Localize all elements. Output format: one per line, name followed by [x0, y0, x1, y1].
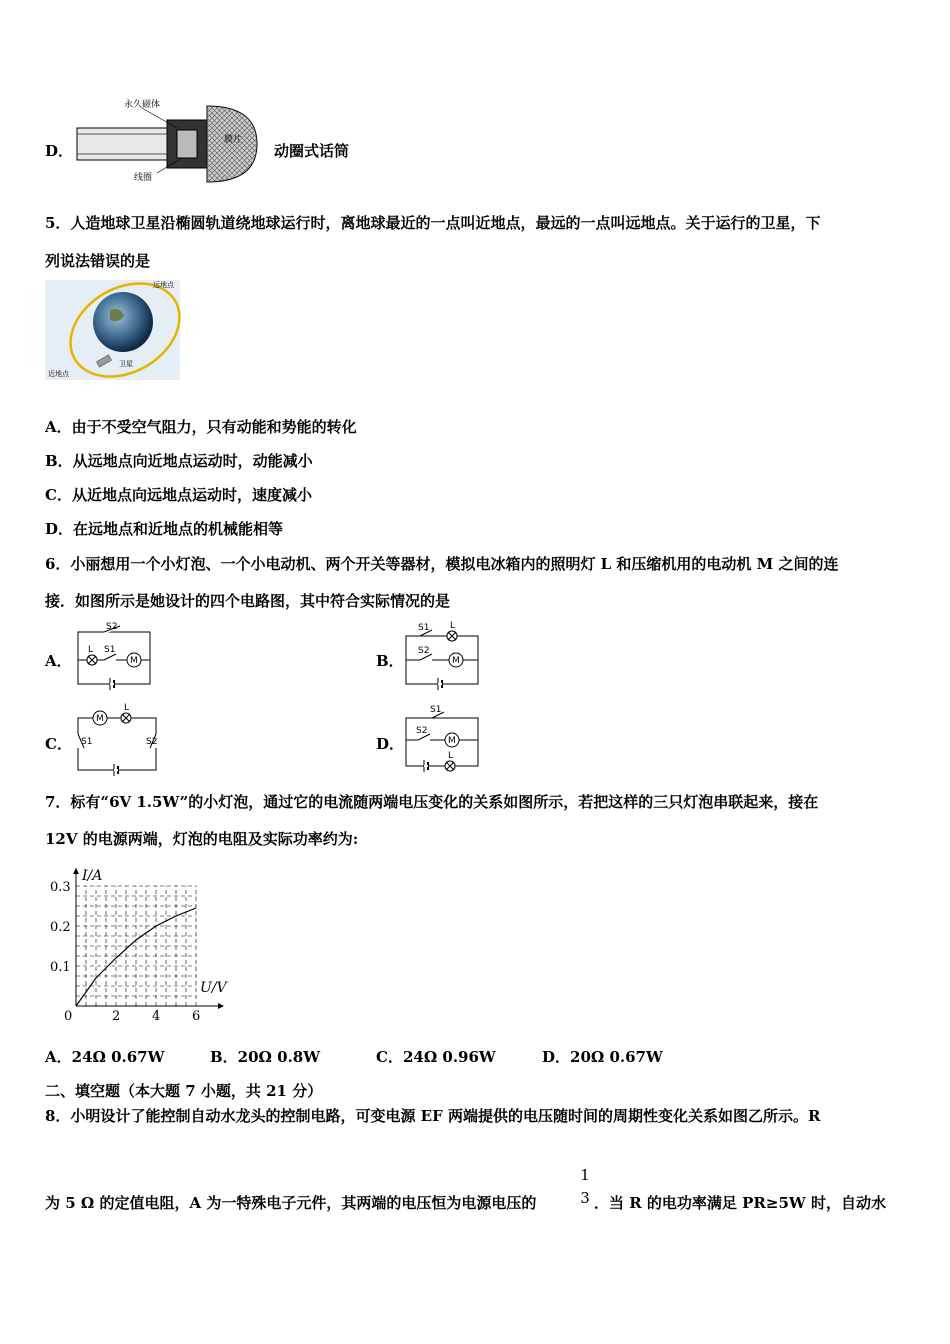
q6-stem-line1: 6．小丽想用一个小灯泡、一个小电动机、两个开关等器材，模拟电冰箱内的照明灯 L 和压缩机用的电动机 M 之间的连 — [45, 555, 839, 573]
q5-stem-line2: 列说法错误的是 — [45, 252, 151, 270]
q8-stem-line2a: 为 5 Ω 的定值电阻，A 为一特殊电子元件，其两端的电压恒为电源电压的 — [45, 1194, 537, 1212]
circuit-d-s2: S2 — [416, 726, 428, 736]
y-tick-label: 0.1 — [50, 960, 71, 975]
mic-label-magnet: 永久磁体 — [124, 100, 161, 110]
circuit-b — [404, 620, 480, 690]
circuit-b-s1: S1 — [418, 623, 430, 633]
circuit-a-motor: M — [130, 656, 138, 666]
q8-stem-line2b: ．当 R 的电功率满足 PR≥5W 时，自动水 — [594, 1194, 886, 1212]
section-heading: 二、填空题（本大题 7 小题，共 21 分） — [45, 1082, 323, 1100]
q7-option-c[interactable]: C．24Ω 0.96W — [376, 1048, 496, 1066]
circuit-d-lamp: L — [448, 751, 454, 761]
q5-option-c[interactable]: C．从近地点向远地点运动时，速度减小 — [45, 486, 312, 504]
circuit-c-motor: M — [96, 714, 104, 724]
orbit-label-perigee: 近地点 — [48, 370, 69, 378]
circuit-c-s1: S1 — [81, 737, 93, 747]
y-axis-label: I/A — [82, 868, 103, 884]
x-axis-arrow — [218, 1003, 224, 1009]
q4-option-d-letter[interactable]: D． — [45, 142, 74, 160]
q4-option-d-text: 动圈式话筒 — [274, 142, 350, 160]
circuit-b-lamp: L — [450, 621, 456, 631]
circuit-a-lamp: L — [88, 645, 94, 655]
q8-fraction-numerator: 1 — [580, 1166, 590, 1184]
satellite-orbit-figure — [45, 280, 180, 380]
q5-option-d[interactable]: D．在远地点和近地点的机械能相等 — [45, 520, 284, 538]
y-tick-label: 0.3 — [50, 880, 71, 895]
q5-stem-line1: 5．人造地球卫星沿椭圆轨道绕地球运行时，离地球最近的一点叫近地点，最远的一点叫远地点。关于运行的卫星，下 — [45, 214, 821, 232]
q6-option-c[interactable]: C． — [45, 735, 72, 753]
q7-option-d[interactable]: D．20Ω 0.67W — [542, 1048, 663, 1066]
q7-stem-line2: 12V 的电源两端，灯泡的电阻及实际功率约为: — [45, 830, 359, 848]
q5-option-a[interactable]: A．由于不受空气阻力，只有动能和势能的转化 — [45, 418, 357, 436]
orbit-label-apogee: 远地点 — [153, 281, 174, 289]
circuit-c-lamp: L — [124, 703, 130, 713]
q6-option-b[interactable]: B． — [376, 652, 404, 670]
x-tick-label: 0 — [64, 1009, 73, 1024]
y-axis-arrow — [73, 868, 79, 874]
q6-option-a[interactable]: A． — [45, 652, 72, 670]
microphone-figure — [72, 98, 272, 188]
q7-option-a[interactable]: A．24Ω 0.67W — [45, 1048, 165, 1066]
y-tick-label: 0.2 — [50, 920, 71, 935]
x-tick-label: 2 — [112, 1009, 121, 1024]
circuit-a-s2: S2 — [106, 622, 118, 632]
q6-option-d[interactable]: D． — [376, 735, 405, 753]
x-tick-label: 4 — [152, 1009, 161, 1024]
circuit-d — [402, 702, 482, 774]
q7-option-b[interactable]: B．20Ω 0.8W — [210, 1048, 321, 1066]
circuit-a — [76, 620, 152, 690]
circuit-a-s1: S1 — [104, 645, 116, 655]
q8-fraction-denominator: 3 — [580, 1189, 590, 1207]
circuit-c — [74, 704, 160, 774]
q6-stem-line2: 接．如图所示是她设计的四个电路图，其中符合实际情况的是 — [45, 592, 451, 610]
circuit-b-motor: M — [452, 656, 460, 666]
q7-stem-line1: 7．标有“6V 1.5W”的小灯泡，通过它的电流随两端电压变化的关系如图所示，若把这样的三只灯泡串联起来，接在 — [45, 793, 819, 811]
circuit-c-s2: S2 — [146, 737, 158, 747]
circuit-d-s1: S1 — [430, 705, 442, 715]
x-tick-label: 6 — [192, 1009, 201, 1024]
q8-stem-line1: 8．小明设计了能控制自动水龙头的控制电路，可变电源 EF 两端提供的电压随时间的周期性变化关系如图乙所示。R — [45, 1107, 821, 1125]
circuit-b-s2: S2 — [418, 646, 430, 656]
mic-label-diaphragm: 膜片 — [224, 135, 243, 145]
iu-chart — [44, 858, 244, 1024]
mic-label-coil: 线圈 — [134, 173, 153, 183]
q5-option-b[interactable]: B．从远地点向近地点运动时，动能减小 — [45, 452, 313, 470]
orbit-label-satellite: 卫星 — [119, 360, 133, 368]
q8-fraction — [578, 1166, 592, 1207]
x-axis-label: U/V — [200, 980, 227, 996]
circuit-d-motor: M — [448, 736, 456, 746]
